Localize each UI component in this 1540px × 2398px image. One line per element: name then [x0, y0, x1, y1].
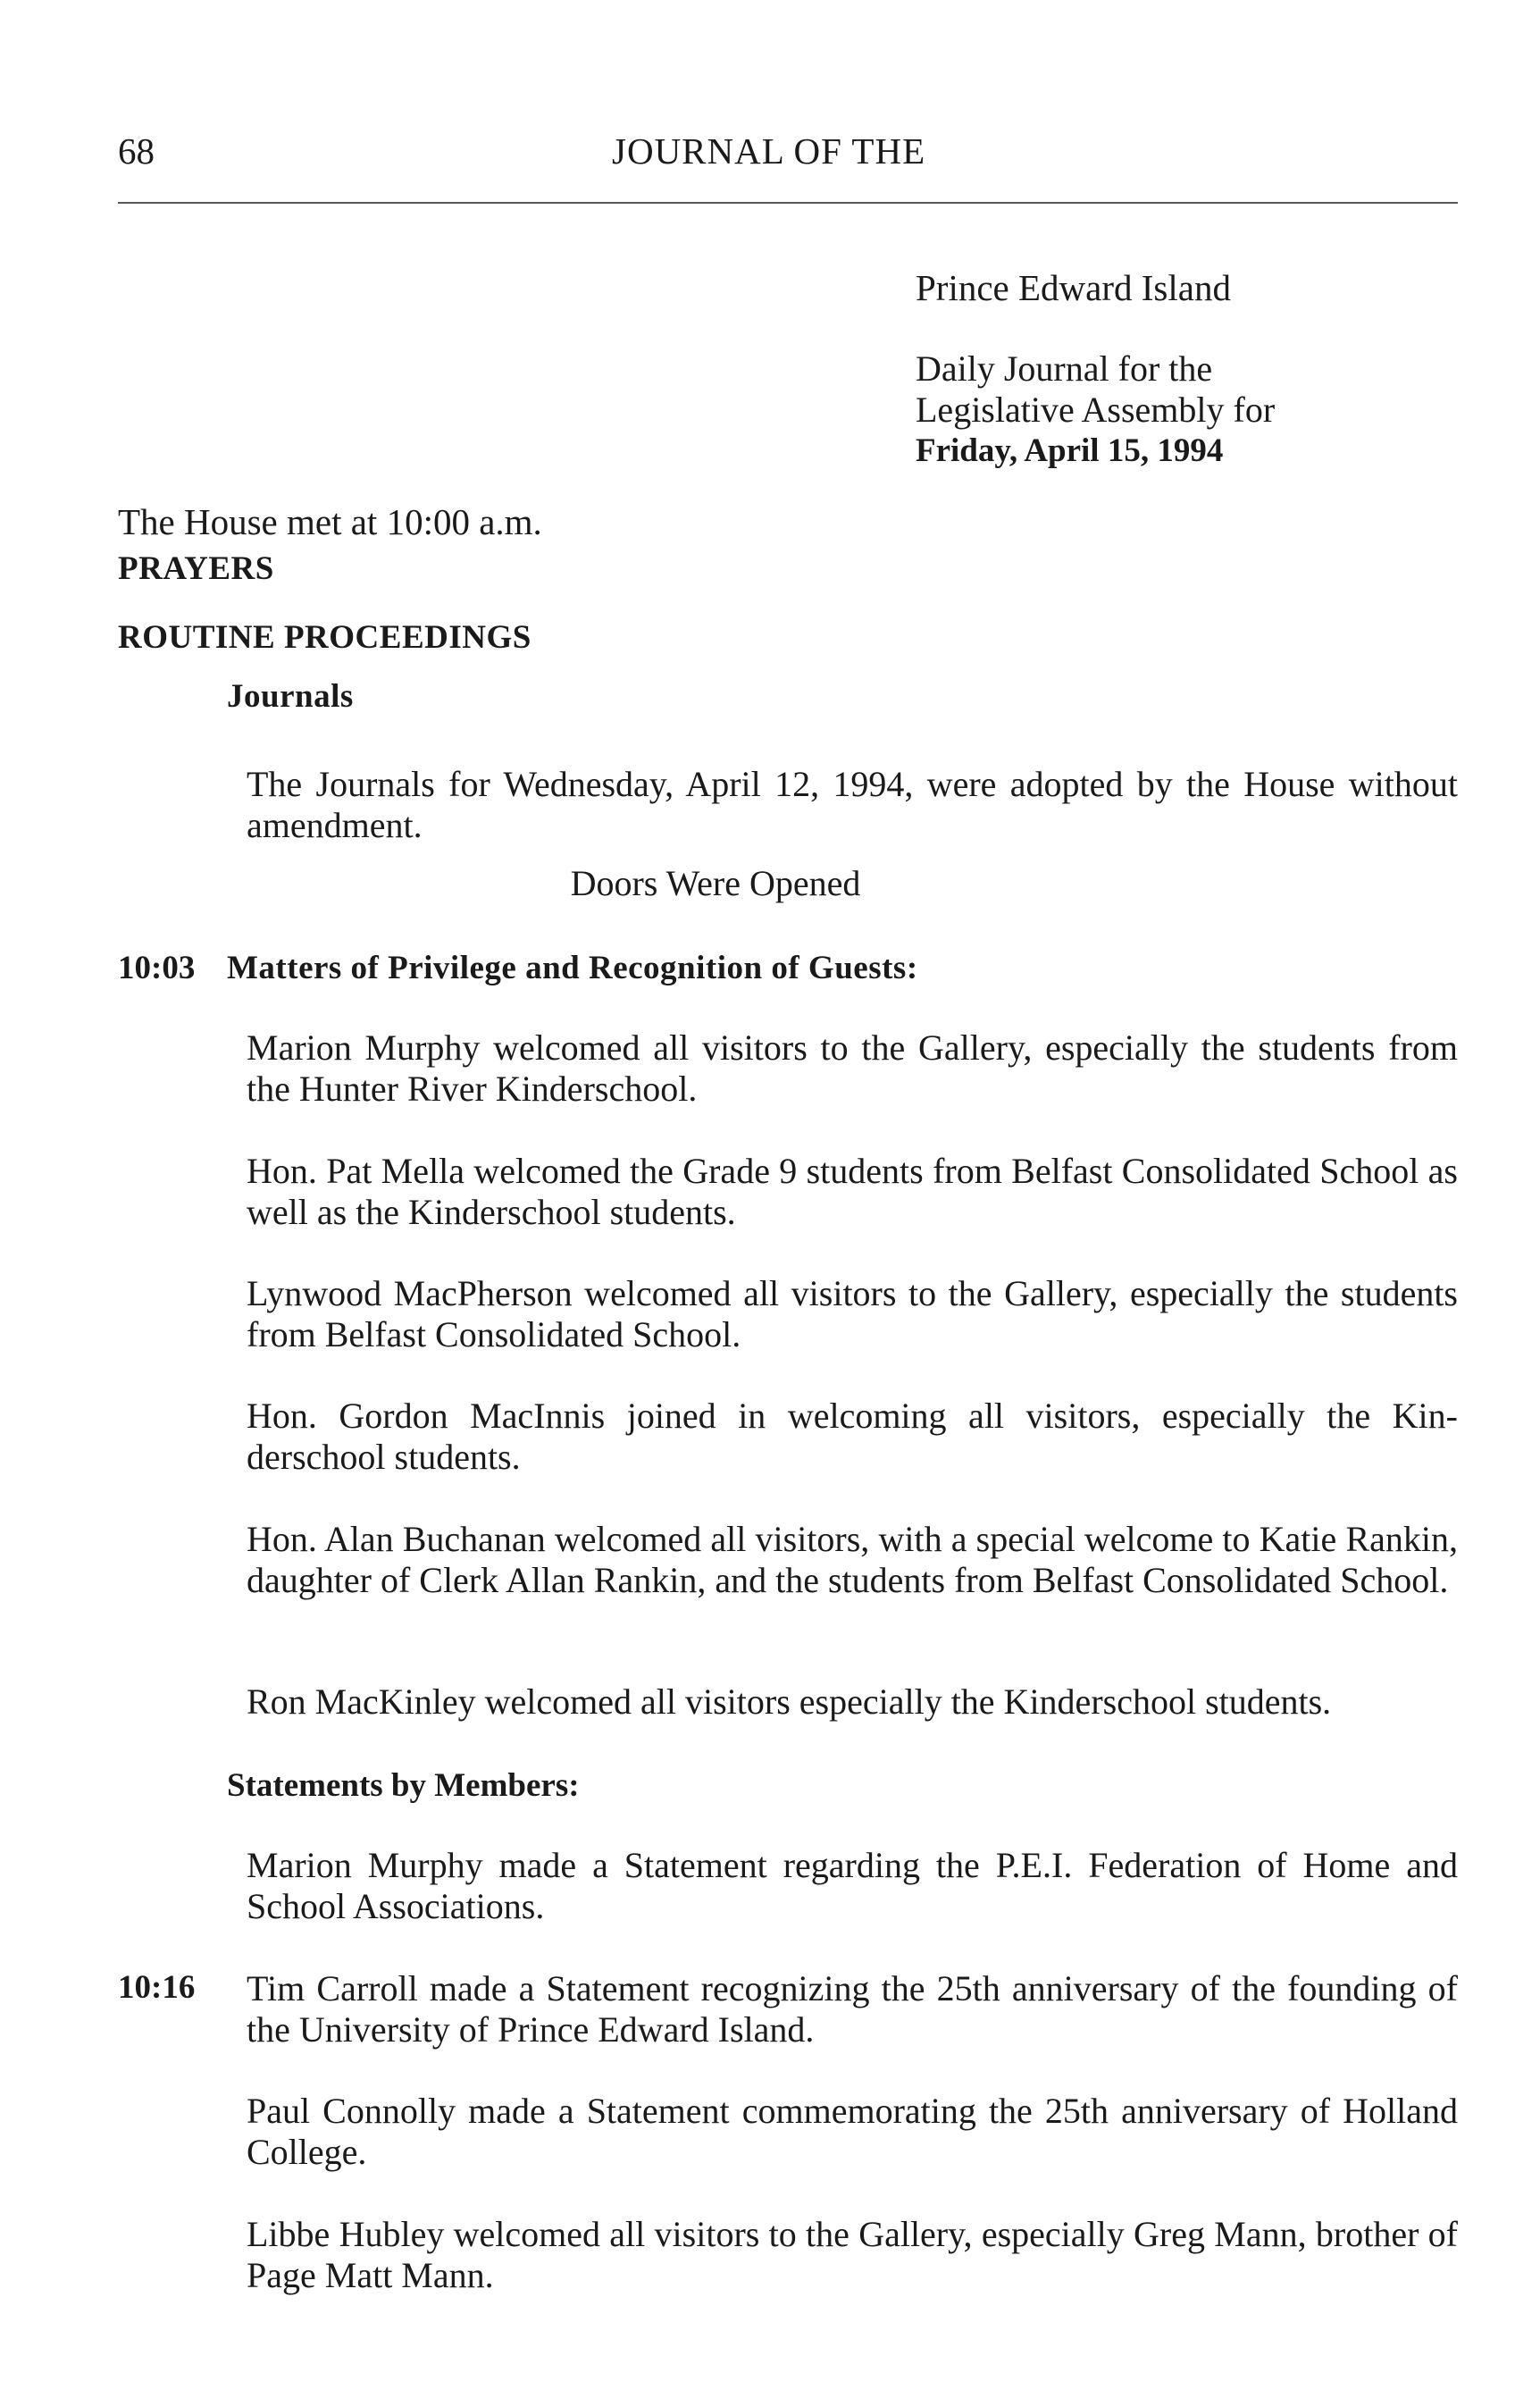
time-stamp: 10:03 [118, 950, 196, 986]
statements-heading: Statements by Members: [227, 1767, 580, 1804]
statement-item: Tim Carroll made a Statement recognizing the 25th anniversary of the founding of the University of Prince Edward Island. [247, 1968, 1458, 2050]
house-met-time: The House met at 10:00 a.m. [118, 501, 542, 542]
statement-item: Paul Connolly made a Statement commemorating the 25th anniversary of Holland College. [247, 2091, 1458, 2172]
time-stamp: 10:16 [118, 1969, 196, 2006]
journal-line-1: Daily Journal for the [916, 348, 1213, 389]
privilege-item: Lynwood MacPherson welcomed all visitors to the Gallery, especially the students from Belfast Consolidated School. [247, 1273, 1458, 1354]
header-rule [118, 202, 1458, 204]
doors-opened: Doors Were Opened [570, 863, 861, 903]
journals-heading: Journals [227, 678, 354, 715]
routine-proceedings-heading: ROUTINE PROCEEDINGS [118, 619, 531, 656]
statement-item: Marion Murphy made a Statement regarding the P.E.I. Federation of Home and School Associations. [247, 1845, 1458, 1926]
journal-description [916, 348, 1452, 472]
journal-date: Friday, April 15, 1994 [916, 432, 1224, 469]
privilege-item: Hon. Gordon MacInnis joined in welcoming all visitors, especially the Kin- derschool students. [247, 1396, 1458, 1477]
page-number: 68 [118, 130, 155, 172]
province-name: Prince Edward Island [916, 267, 1231, 308]
privilege-item: Ron MacKinley welcomed all visitors especially the Kinderschool students. [247, 1681, 1332, 1722]
privilege-item: Marion Murphy welcomed all visitors to the Gallery, especially the students from the Hunter River Kinderschool. [247, 1027, 1458, 1109]
prayers-heading: PRAYERS [118, 550, 274, 587]
privilege-item: Hon. Pat Mella welcomed the Grade 9 students from Belfast Consolidated School as well as the Kinderschool students. [247, 1151, 1458, 1232]
statement-item: Libbe Hubley welcomed all visitors to the Gallery, especially Greg Mann, brother of Page Matt Mann. [247, 2214, 1458, 2295]
privilege-item: Hon. Alan Buchanan welcomed all visitors, with a special welcome to Katie Rankin, daughter of Clerk Allan Rankin, and the students from Belfast Consolidated School. [247, 1519, 1458, 1600]
journal-line-2: Legislative Assembly for [916, 390, 1276, 430]
privilege-heading: Matters of Privilege and Recognition of Guests: [227, 950, 918, 986]
running-head: JOURNAL OF THE [612, 130, 926, 172]
journals-adoption-text: The Journals for Wednesday, April 12, 1994, were adopted by the House without amendment. [247, 764, 1458, 845]
